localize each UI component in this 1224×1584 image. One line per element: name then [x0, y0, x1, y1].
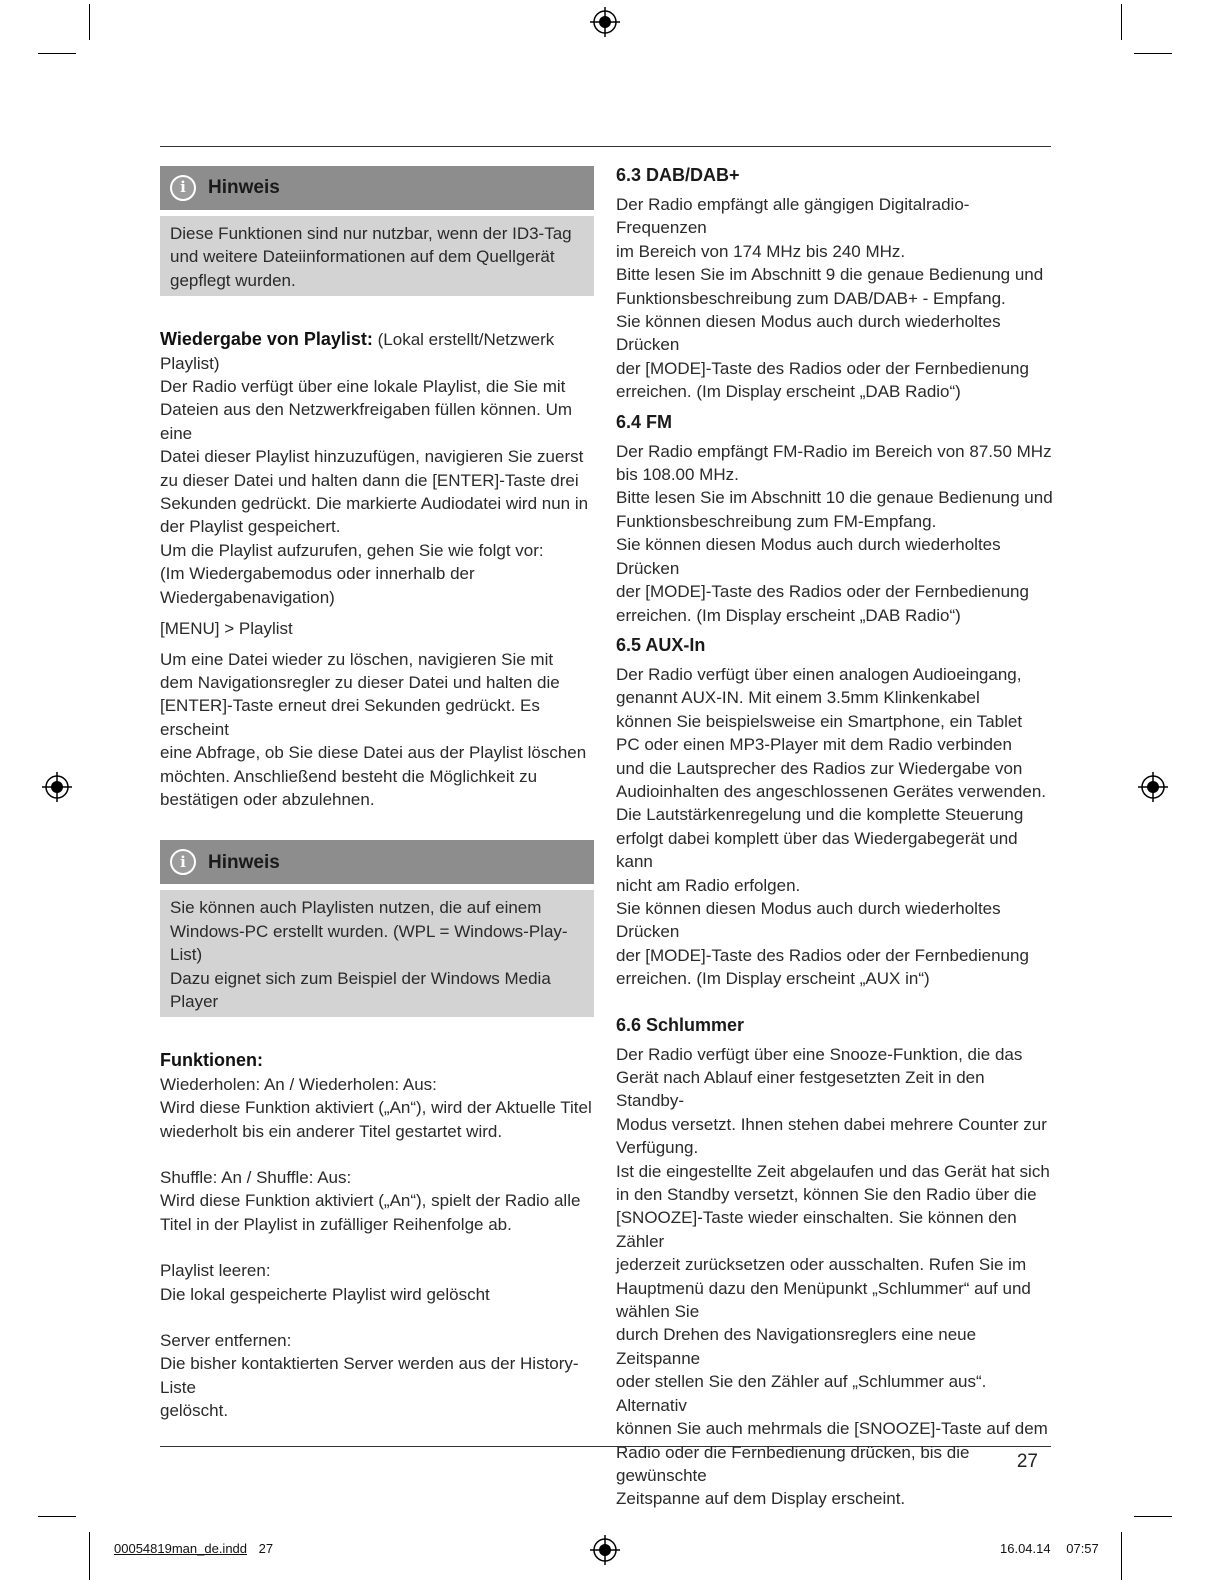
section-heading-snooze: 6.6 Schlummer	[616, 1014, 745, 1035]
section-heading-dab: 6.3 DAB/DAB+	[616, 165, 740, 185]
section-heading-aux: 6.5 AUX-In	[616, 634, 706, 655]
functions-heading: Funktionen:	[160, 1050, 263, 1071]
footer-page: 27	[258, 1541, 274, 1556]
section-heading-fm: 6.4 FM	[616, 411, 673, 432]
playlist-paragraph: Der Radio verfügt über eine lokale Playlist, die Sie mit Dateien aus den Netzwerkfreigaben füllen können. Um eine Datei dieser Playlist hinzuzufügen, navigieren Sie zuerst zu dieser Datei und halten dann die [ENTER]-Taste drei Sekunden gedrückt. Die markierte Audiodatei wird nun in der Playlist gespeichert. Um die Playlist aufzurufen, gehen Sie wie folgt vor: (Im Wiedergabemodus oder innerhalb der Wiedergabenavigation)	[160, 377, 589, 607]
crop-mark	[38, 1516, 76, 1517]
note-title: Hinweis	[208, 177, 280, 199]
note-box	[160, 166, 594, 296]
section-text-snooze: Der Radio verfügt über eine Snooze-Funktion, die das Gerät nach Ablauf einer festgesetzten Zeit in den Standby- Modus versetzt. Ihnen stehen dabei mehrere Counter zur Verfügung. Ist die eingestellte Zeit abgelaufen und das Gerät hat sich in den Standby versetzt, können Sie den Radio über die [SNOOZE]-Taste wieder einschalten. Sie können den Zähler jederzeit zurücksetzen oder ausschalten. Rufen Sie im Hauptmenü dazu den Menüpunkt „Schlummer“ auf und wählen Sie durch Drehen des Navigationsreglers eine neue Zeitspanne oder stellen Sie den Zähler auf „Schlummer aus“. Alternativ können Sie auch mehrmals die [SNOOZE]-Taste auf dem Radio oder die Fernbedienung drücken, bis die gewünschte Zeitspanne auf dem Display erscheint.	[616, 1044, 1050, 1509]
menu-path: [MENU] > Playlist	[160, 619, 293, 639]
playlist-heading-line	[160, 328, 600, 375]
note-text: Sie können auch Playlisten nutzen, die auf einem Windows-PC erstellt wurden. (WPL = Windows-Play-List) Dazu eignet sich zum Beispiel der Windows Media Player	[160, 890, 594, 1017]
note-header	[160, 840, 594, 884]
clear-paragraph: Playlist leeren: Die lokal gespeicherte Playlist wird gelöscht	[160, 1261, 490, 1304]
section-text-aux: Der Radio verfügt über einen analogen Audioeingang, genannt AUX-IN. Mit einem 3.5mm Klinkenkabel können Sie beispielsweise ein Smartphone, ein Tablet PC oder einen MP3-Player mit dem Radio verbinden und die Lautsprecher des Radios zur Wiedergabe von Audioinhalten des angeschlossenen Gerätes verwenden. Die Lautstärkenregelung und die komplette Steuerung erfolgt dabei komplett über das Wiedergabegerät und kann nicht am Radio erfolgen. Sie können diesen Modus auch durch wiederholtes Drücken der [MODE]-Taste des Radios oder der Fernbedienung erreichen. (Im Display erscheint „AUX in“)	[616, 664, 1047, 989]
footer-file-info	[114, 1541, 273, 1556]
note-header	[160, 166, 594, 210]
registration-mark-icon	[1138, 772, 1168, 802]
note-text: Diese Funktionen sind nur nutzbar, wenn der ID3-Tag und weitere Dateiinformationen auf dem Quellgerät gepflegt wurden.	[160, 216, 594, 296]
footer-date-info	[1000, 1541, 1099, 1556]
top-rule	[160, 146, 1051, 147]
section-text-dab: Der Radio empfängt alle gängigen Digitalradio-Frequenzen im Bereich von 174 MHz bis 240 MHz. Bitte lesen Sie im Abschnitt 9 die genaue Bedienung und Funktionsbeschreibung zum DAB/DAB+ - Empfang. Sie können diesen Modus auch durch wiederholtes Drücken der [MODE]-Taste des Radios oder der Fernbedienung erreichen. (Im Display erscheint „DAB Radio“)	[616, 195, 1044, 402]
playlist-delete-paragraph: Um eine Datei wieder zu löschen, navigieren Sie mit dem Navigationsregler zu dieser Datei und halten die [ENTER]-Taste erneut drei Sekunden gedrückt. Es erscheint eine Abfrage, ob Sie diese Datei aus der Playlist löschen möchten. Anschließend besteht die Möglichkeit zu bestätigen oder abzulehnen.	[160, 649, 587, 809]
crop-mark	[1134, 1516, 1172, 1517]
info-icon: i	[170, 175, 196, 201]
registration-mark-icon	[42, 772, 72, 802]
footer-time: 07:57	[1066, 1541, 1099, 1556]
crop-mark	[89, 4, 90, 40]
note-box	[160, 840, 594, 1017]
right-column	[616, 163, 1056, 1511]
left-column	[160, 166, 600, 1423]
crop-mark	[1134, 53, 1172, 54]
repeat-paragraph: Wiederholen: An / Wiederholen: Aus: Wird diese Funktion aktiviert („An“), wird der Aktuelle Titel wiederholt bis ein anderer Titel gestartet wird.	[160, 1074, 592, 1141]
note-title: Hinweis	[208, 851, 280, 873]
playlist-heading: Wiedergabe von Playlist:	[160, 329, 373, 350]
crop-mark	[38, 53, 76, 54]
section-text-fm: Der Radio empfängt FM-Radio im Bereich von 87.50 MHz bis 108.00 MHz. Bitte lesen Sie im Abschnitt 10 die genaue Bedienung und Funktionsbeschreibung zum FM-Empfang. Sie können diesen Modus auch durch wiederholtes Drücken der [MODE]-Taste des Radios oder der Fernbedienung erreichen. (Im Display erscheint „DAB Radio“)	[616, 441, 1053, 625]
server-paragraph: Server entfernen: Die bisher kontaktierten Server werden aus der History-Liste gelöscht.	[160, 1331, 579, 1421]
page-number: 27	[1016, 1451, 1038, 1472]
crop-mark	[1121, 4, 1122, 40]
info-icon: i	[170, 849, 196, 875]
footer-date: 16.04.14	[1000, 1541, 1051, 1556]
crop-mark	[89, 1532, 90, 1580]
crop-mark	[1121, 1532, 1122, 1580]
registration-mark-icon	[590, 7, 620, 37]
registration-mark-icon	[590, 1535, 620, 1565]
footer-file: 00054819man_de.indd	[114, 1541, 248, 1556]
playlist-heading-suffix: (Lokal erstellt/Netzwerk Playlist)	[160, 330, 555, 373]
shuffle-paragraph: Shuffle: An / Shuffle: Aus: Wird diese Funktion aktiviert („An“), spielt der Radio alle Titel in der Playlist in zufälliger Reihenfolge ab.	[160, 1168, 581, 1234]
